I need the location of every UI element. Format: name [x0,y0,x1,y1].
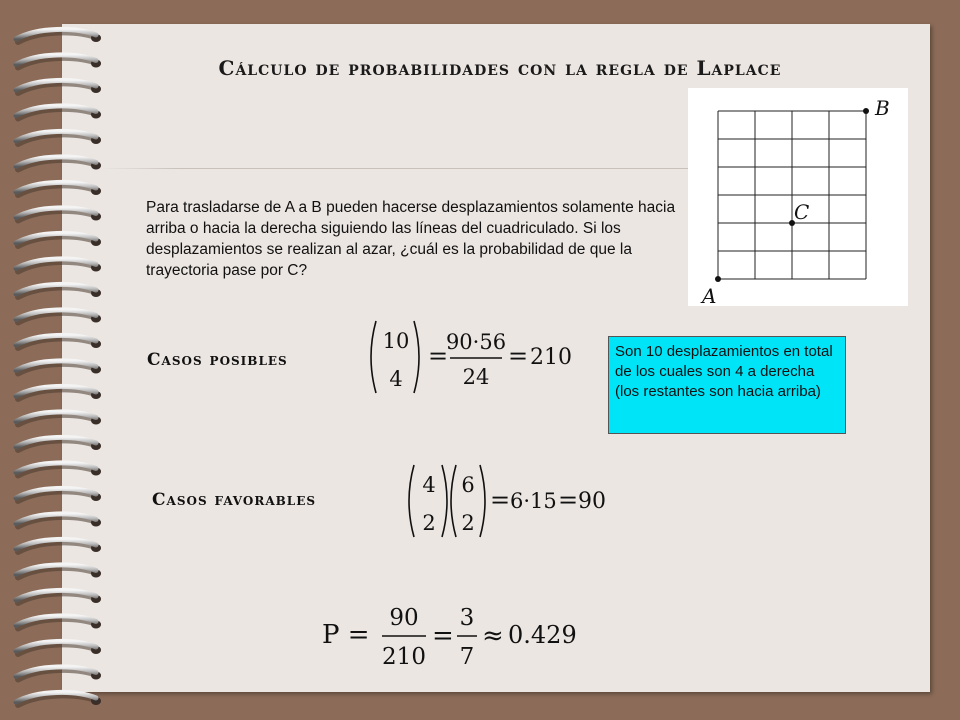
page-title: Cálculo de probabilidades con la regla de Laplace [218,56,782,80]
spiral-ring [16,335,101,348]
spiral-ring [16,29,101,42]
spiral-ring [16,106,101,119]
grid-diagram [688,88,908,306]
spiral-ring [16,463,101,476]
equals-sign: = [428,342,449,370]
equals-sign: = [558,486,579,514]
spiral-ring [16,386,101,399]
spiral-ring [16,539,101,552]
binom-bottom: 2 [461,511,475,535]
spiral-ring [16,310,101,323]
spiral-ring [16,437,101,450]
point-b-label: B [875,96,890,120]
grid-diagram-svg [688,88,908,306]
spiral-ring [16,514,101,527]
spiral-ring [16,233,101,246]
spiral-ring [16,208,101,221]
result-value: 210 [530,345,572,370]
spiral-ring [16,616,101,629]
spiral-ring [16,667,101,680]
problem-statement: Para trasladarse de A a B pueden hacerse desplazamientos solamente hacia arriba o hacia la derecha siguiendo las líneas del cuadriculado. Si los desplazamientos se realizan al azar, ¿cuál es la probabilidad de que la trayectoria pase por C? [146,199,676,279]
casos-favorables-formula [404,462,610,540]
spiral-ring [16,80,101,93]
fraction-numerator: 3 [459,605,475,631]
point-c-label: C [794,200,810,224]
fraction-denominator: 210 [382,644,426,670]
probability-value: 0.429 [508,621,577,649]
spiral-ring [16,412,101,425]
binom-top: 4 [422,473,436,497]
spiral-ring [16,284,101,297]
binom-top: 6 [461,473,475,497]
probability-lhs: P = [322,620,370,650]
fraction-numerator: 90 [389,605,419,631]
spiral-ring [16,259,101,272]
product-expression: 6·15 [510,489,557,513]
point-b-dot [863,108,869,114]
spiral-ring [16,641,101,654]
point-a-label: A [702,284,717,306]
explanation-note: Son 10 desplazamientos en total de los cuales son 4 a derecha (los restantes son hacia arriba) [608,336,846,434]
casos-favorables-label: Casos favorables [152,490,317,510]
fraction-denominator: 7 [459,644,475,670]
equals-sign: = [432,621,454,651]
point-a-dot [715,276,721,282]
fraction-denominator: 24 [462,365,490,389]
casos-posibles-formula [366,318,576,396]
binom-top: 10 [382,329,410,353]
spiral-ring [16,361,101,374]
approx-sign: ≈ [482,621,504,651]
spiral-binding [0,0,110,720]
equals-sign: = [508,342,529,370]
probability-formula [322,596,582,670]
fraction-numerator: 90·56 [445,330,507,354]
binom-bottom: 2 [422,511,436,535]
spiral-ring [16,157,101,170]
spiral-ring [16,565,101,578]
spiral-ring [16,692,101,705]
result-value: 90 [578,489,606,514]
spiral-ring [16,131,101,144]
spiral-ring [16,488,101,501]
binom-bottom: 4 [389,367,403,391]
casos-posibles-label: Casos posibles [147,350,288,370]
spiral-ring [16,590,101,603]
equals-sign: = [490,486,511,514]
spiral-ring [16,182,101,195]
